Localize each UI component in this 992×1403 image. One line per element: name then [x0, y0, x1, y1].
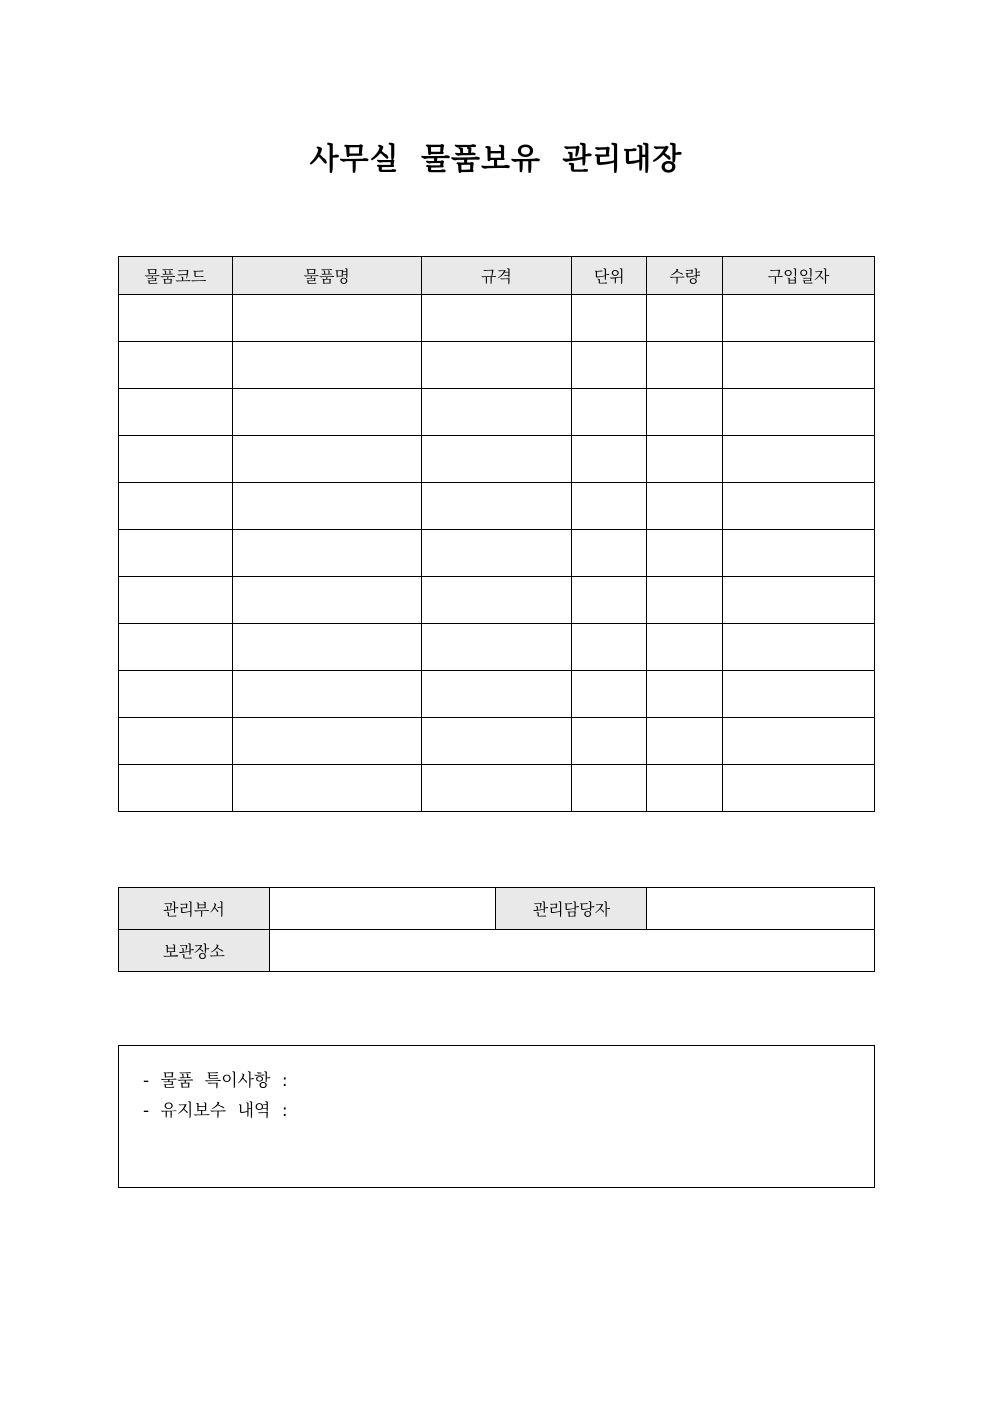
cell-quantity[interactable]: [647, 671, 723, 718]
cell-purchase-date[interactable]: [723, 389, 875, 436]
table-row: [119, 483, 875, 530]
cell-spec[interactable]: [421, 483, 572, 530]
cell-spec[interactable]: [421, 624, 572, 671]
cell-item-name[interactable]: [232, 483, 421, 530]
cell-spec[interactable]: [421, 389, 572, 436]
notes-special-remarks: - 물품 특이사항 :: [143, 1071, 288, 1091]
cell-item-code[interactable]: [119, 342, 233, 389]
cell-item-code[interactable]: [119, 765, 233, 812]
info-row-department: [119, 888, 875, 930]
cell-item-code[interactable]: [119, 483, 233, 530]
cell-purchase-date[interactable]: [723, 718, 875, 765]
table-row: [119, 624, 875, 671]
cell-quantity[interactable]: [647, 765, 723, 812]
table-row: [119, 718, 875, 765]
cell-unit[interactable]: [572, 530, 647, 577]
items-table: [118, 256, 875, 812]
table-row: [119, 389, 875, 436]
location-label: 보관장소: [119, 930, 270, 972]
cell-purchase-date[interactable]: [723, 483, 875, 530]
cell-item-name[interactable]: [232, 577, 421, 624]
table-row: [119, 295, 875, 342]
header-spec: 규격: [421, 257, 572, 295]
manager-field[interactable]: [647, 888, 875, 930]
cell-item-name[interactable]: [232, 342, 421, 389]
cell-quantity[interactable]: [647, 389, 723, 436]
cell-quantity[interactable]: [647, 577, 723, 624]
cell-purchase-date[interactable]: [723, 577, 875, 624]
cell-spec[interactable]: [421, 295, 572, 342]
info-row-location: [119, 930, 875, 972]
table-row: [119, 765, 875, 812]
cell-item-name[interactable]: [232, 718, 421, 765]
cell-quantity[interactable]: [647, 483, 723, 530]
cell-purchase-date[interactable]: [723, 671, 875, 718]
cell-unit[interactable]: [572, 342, 647, 389]
cell-item-name[interactable]: [232, 389, 421, 436]
items-body: [119, 295, 875, 812]
cell-unit[interactable]: [572, 765, 647, 812]
items-header-row: [119, 257, 875, 295]
cell-purchase-date[interactable]: [723, 624, 875, 671]
page-title: 사무실 물품보유 관리대장: [309, 142, 683, 177]
management-info-table: [118, 887, 875, 972]
cell-quantity[interactable]: [647, 530, 723, 577]
cell-purchase-date[interactable]: [723, 295, 875, 342]
cell-spec[interactable]: [421, 530, 572, 577]
cell-spec[interactable]: [421, 718, 572, 765]
cell-unit[interactable]: [572, 718, 647, 765]
header-item-name: 물품명: [232, 257, 421, 295]
table-row: [119, 577, 875, 624]
header-quantity: 수량: [647, 257, 723, 295]
table-row: [119, 342, 875, 389]
cell-item-code[interactable]: [119, 671, 233, 718]
header-purchase-date: 구입일자: [723, 257, 875, 295]
cell-item-name[interactable]: [232, 624, 421, 671]
cell-unit[interactable]: [572, 295, 647, 342]
cell-unit[interactable]: [572, 671, 647, 718]
cell-purchase-date[interactable]: [723, 765, 875, 812]
cell-item-name[interactable]: [232, 530, 421, 577]
cell-quantity[interactable]: [647, 342, 723, 389]
cell-spec[interactable]: [421, 436, 572, 483]
table-row: [119, 530, 875, 577]
cell-item-name[interactable]: [232, 671, 421, 718]
cell-unit[interactable]: [572, 624, 647, 671]
cell-item-code[interactable]: [119, 718, 233, 765]
table-row: [119, 671, 875, 718]
cell-item-code[interactable]: [119, 436, 233, 483]
cell-spec[interactable]: [421, 342, 572, 389]
cell-item-code[interactable]: [119, 389, 233, 436]
department-field[interactable]: [269, 888, 496, 930]
department-label: 관리부서: [119, 888, 270, 930]
cell-quantity[interactable]: [647, 624, 723, 671]
cell-unit[interactable]: [572, 577, 647, 624]
header-item-code: 물품코드: [119, 257, 233, 295]
cell-item-name[interactable]: [232, 436, 421, 483]
header-unit: 단위: [572, 257, 647, 295]
cell-purchase-date[interactable]: [723, 342, 875, 389]
cell-quantity[interactable]: [647, 295, 723, 342]
notes-box[interactable]: [118, 1045, 875, 1188]
cell-item-code[interactable]: [119, 295, 233, 342]
cell-item-name[interactable]: [232, 765, 421, 812]
table-row: [119, 436, 875, 483]
cell-quantity[interactable]: [647, 436, 723, 483]
manager-label: 관리담당자: [496, 888, 647, 930]
notes-maintenance-history: - 유지보수 내역 :: [143, 1101, 288, 1121]
cell-item-name[interactable]: [232, 295, 421, 342]
cell-purchase-date[interactable]: [723, 530, 875, 577]
cell-item-code[interactable]: [119, 530, 233, 577]
cell-spec[interactable]: [421, 577, 572, 624]
cell-unit[interactable]: [572, 389, 647, 436]
cell-quantity[interactable]: [647, 718, 723, 765]
cell-purchase-date[interactable]: [723, 436, 875, 483]
cell-spec[interactable]: [421, 765, 572, 812]
cell-unit[interactable]: [572, 436, 647, 483]
cell-item-code[interactable]: [119, 577, 233, 624]
cell-item-code[interactable]: [119, 624, 233, 671]
cell-spec[interactable]: [421, 671, 572, 718]
cell-unit[interactable]: [572, 483, 647, 530]
location-field[interactable]: [269, 930, 874, 972]
